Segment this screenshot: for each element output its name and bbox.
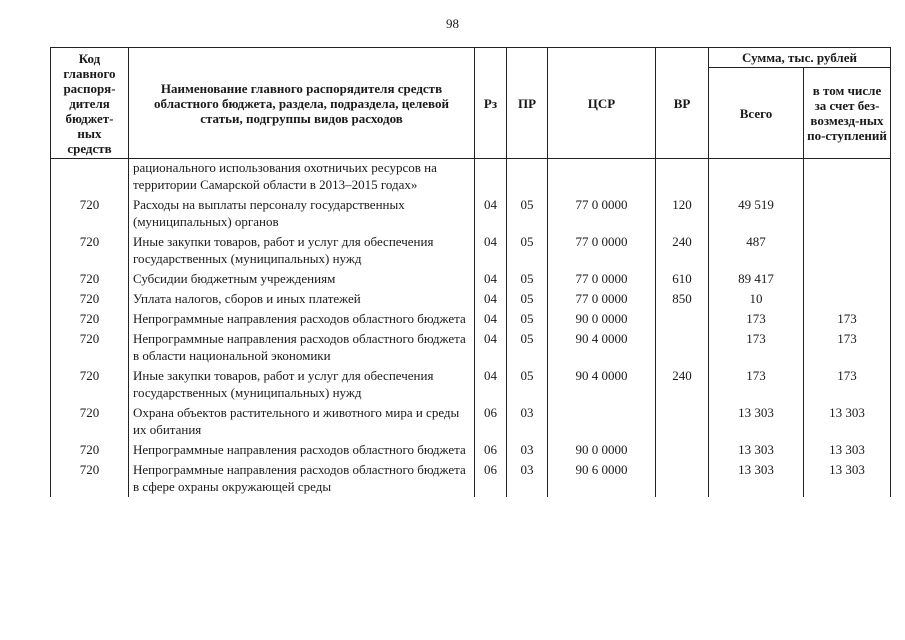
cell-vr: 240	[656, 366, 709, 403]
cell-code: 720	[51, 269, 129, 289]
cell-total: 173	[709, 329, 804, 366]
cell-vr: 240	[656, 232, 709, 269]
cell-total: 13 303	[709, 403, 804, 440]
page-number: 98	[446, 16, 459, 31]
cell-grants: 173	[804, 366, 891, 403]
cell-total: 487	[709, 232, 804, 269]
cell-code: 720	[51, 403, 129, 440]
table-row	[51, 440, 891, 460]
cell-code: 720	[51, 366, 129, 403]
cell-name: Уплата налогов, сборов и иных платежей	[129, 289, 475, 309]
table-row	[51, 159, 891, 196]
cell-rz: 04	[475, 309, 507, 329]
cell-vr	[656, 329, 709, 366]
budget-table	[50, 47, 891, 497]
cell-csr: 77 0 0000	[548, 269, 656, 289]
cell-vr	[656, 440, 709, 460]
table-body	[51, 159, 891, 498]
cell-pr	[507, 159, 548, 196]
header-csr: ЦСР	[548, 48, 656, 159]
header-code: Код главного распоря-дителя бюджет-ных средств	[51, 48, 129, 159]
cell-code: 720	[51, 195, 129, 232]
cell-name: Иные закупки товаров, работ и услуг для обеспечения государственных (муниципальных) нужд	[129, 232, 475, 269]
cell-total: 10	[709, 289, 804, 309]
cell-csr: 77 0 0000	[548, 195, 656, 232]
cell-grants: 13 303	[804, 460, 891, 497]
cell-code: 720	[51, 440, 129, 460]
cell-pr: 05	[507, 232, 548, 269]
cell-pr: 05	[507, 329, 548, 366]
cell-name: Иные закупки товаров, работ и услуг для обеспечения государственных (муниципальных) нужд	[129, 366, 475, 403]
table-row	[51, 403, 891, 440]
cell-rz: 06	[475, 440, 507, 460]
cell-rz: 06	[475, 403, 507, 440]
header-vr: ВР	[656, 48, 709, 159]
cell-name: Охрана объектов растительного и животного мира и среды их обитания	[129, 403, 475, 440]
cell-rz	[475, 159, 507, 196]
cell-rz: 04	[475, 329, 507, 366]
header-pr: ПР	[507, 48, 548, 159]
table-row	[51, 460, 891, 497]
cell-name: Расходы на выплаты персоналу государственных (муниципальных) органов	[129, 195, 475, 232]
cell-rz: 04	[475, 232, 507, 269]
cell-vr	[656, 309, 709, 329]
cell-vr	[656, 460, 709, 497]
cell-pr: 03	[507, 460, 548, 497]
cell-name: Непрограммные направления расходов областного бюджета в области национальной экономики	[129, 329, 475, 366]
header-name: Наименование главного распорядителя средств областного бюджета, раздела, подраздела, целевой статьи, подгруппы видов расходов	[129, 48, 475, 159]
cell-total: 173	[709, 366, 804, 403]
cell-code: 720	[51, 232, 129, 269]
cell-pr: 03	[507, 440, 548, 460]
header-sum-group: Сумма, тыс. рублей	[709, 48, 891, 68]
cell-pr: 03	[507, 403, 548, 440]
cell-csr: 77 0 0000	[548, 289, 656, 309]
cell-code: 720	[51, 329, 129, 366]
cell-grants: 13 303	[804, 440, 891, 460]
cell-pr: 05	[507, 289, 548, 309]
cell-rz: 06	[475, 460, 507, 497]
cell-total: 173	[709, 309, 804, 329]
cell-csr: 90 4 0000	[548, 329, 656, 366]
cell-grants	[804, 159, 891, 196]
cell-pr: 05	[507, 269, 548, 289]
cell-vr	[656, 403, 709, 440]
cell-name: Непрограммные направления расходов областного бюджета	[129, 309, 475, 329]
table-row	[51, 309, 891, 329]
cell-total: 89 417	[709, 269, 804, 289]
cell-code: 720	[51, 309, 129, 329]
cell-vr: 850	[656, 289, 709, 309]
cell-csr: 77 0 0000	[548, 232, 656, 269]
cell-name: рационального использования охотничьих ресурсов на территории Самарской области в 2013–2015 годах»	[129, 159, 475, 196]
cell-name: Непрограммные направления расходов областного бюджета	[129, 440, 475, 460]
table-row	[51, 329, 891, 366]
cell-vr: 610	[656, 269, 709, 289]
cell-csr	[548, 159, 656, 196]
cell-total: 49 519	[709, 195, 804, 232]
cell-csr: 90 0 0000	[548, 440, 656, 460]
cell-csr: 90 6 0000	[548, 460, 656, 497]
cell-name: Субсидии бюджетным учреждениям	[129, 269, 475, 289]
header-total: Всего	[709, 68, 804, 159]
cell-vr: 120	[656, 195, 709, 232]
cell-total: 13 303	[709, 440, 804, 460]
cell-rz: 04	[475, 289, 507, 309]
cell-code: 720	[51, 289, 129, 309]
cell-name: Непрограммные направления расходов областного бюджета в сфере охраны окружающей среды	[129, 460, 475, 497]
cell-grants: 173	[804, 329, 891, 366]
cell-code: 720	[51, 460, 129, 497]
cell-rz: 04	[475, 269, 507, 289]
table-row	[51, 366, 891, 403]
table-row	[51, 289, 891, 309]
cell-pr: 05	[507, 309, 548, 329]
cell-total: 13 303	[709, 460, 804, 497]
table-header	[51, 48, 891, 159]
table-row	[51, 269, 891, 289]
cell-grants	[804, 232, 891, 269]
cell-grants	[804, 289, 891, 309]
cell-csr: 90 4 0000	[548, 366, 656, 403]
cell-csr: 90 0 0000	[548, 309, 656, 329]
cell-code	[51, 159, 129, 196]
cell-grants	[804, 269, 891, 289]
cell-grants: 173	[804, 309, 891, 329]
header-rz: Рз	[475, 48, 507, 159]
cell-pr: 05	[507, 366, 548, 403]
cell-grants: 13 303	[804, 403, 891, 440]
cell-rz: 04	[475, 366, 507, 403]
cell-pr: 05	[507, 195, 548, 232]
table-row	[51, 195, 891, 232]
cell-csr	[548, 403, 656, 440]
header-grants: в том числе за счет без-возмезд-ных по-ступлений	[804, 68, 891, 159]
table-row	[51, 232, 891, 269]
cell-vr	[656, 159, 709, 196]
cell-rz: 04	[475, 195, 507, 232]
cell-grants	[804, 195, 891, 232]
cell-total	[709, 159, 804, 196]
